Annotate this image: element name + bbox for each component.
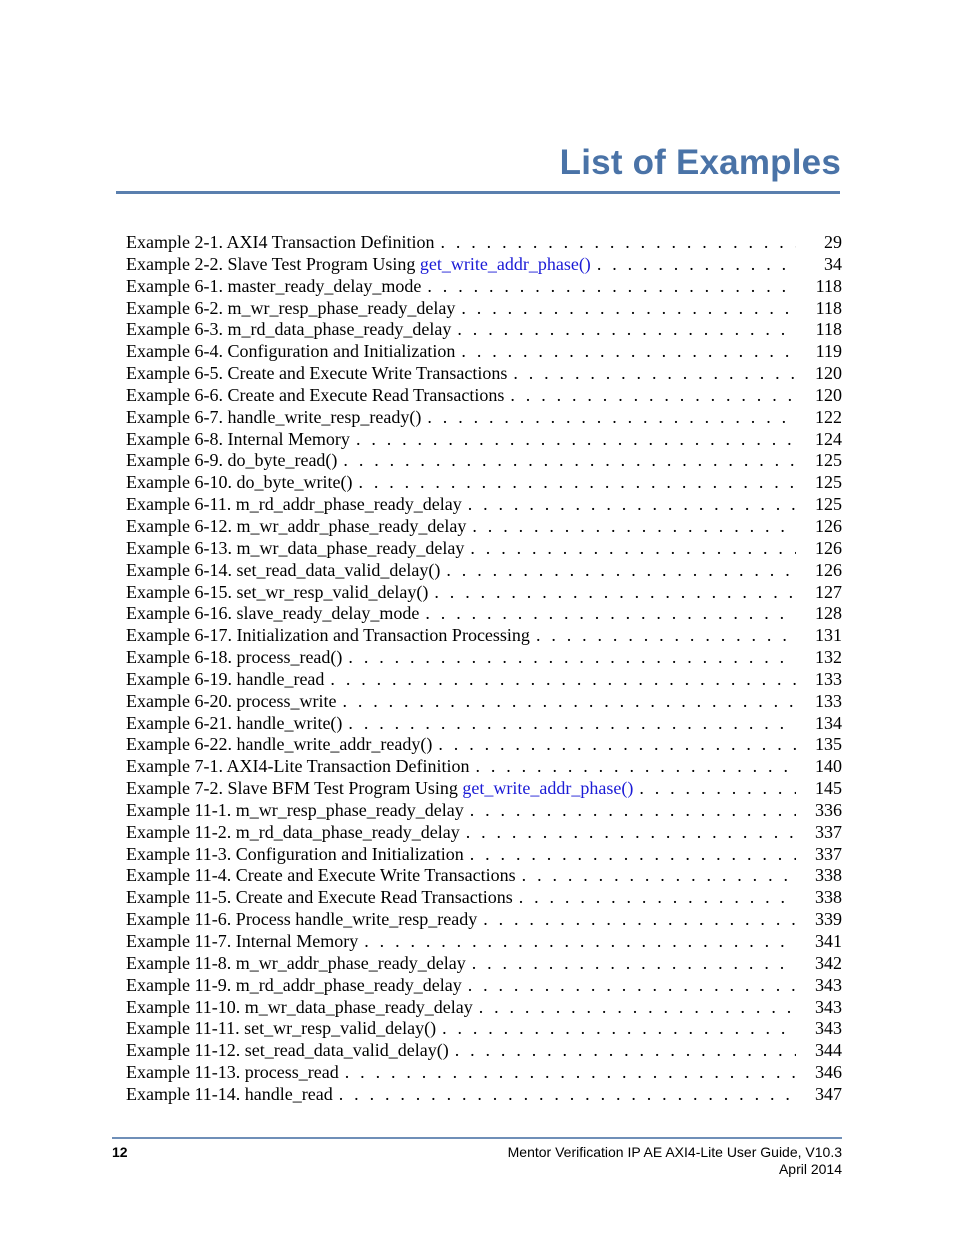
toc-entry-title xyxy=(126,472,352,494)
dot-leader xyxy=(358,472,796,494)
toc-entry-label: Example 6-7. handle_write_resp_ready() xyxy=(126,406,422,427)
toc-entry-label: Example 7-1. AXI4-Lite Transaction Definition xyxy=(126,756,470,777)
toc-entry[interactable] xyxy=(126,276,842,298)
toc-entry[interactable] xyxy=(126,232,842,254)
toc-entry-title xyxy=(126,756,469,778)
page-title: List of Examples xyxy=(559,143,841,182)
toc-entry-page-number[interactable]: 126 xyxy=(815,537,842,558)
toc-entry[interactable] xyxy=(126,538,842,560)
toc-entry[interactable] xyxy=(126,1062,842,1084)
toc-entry-page-number[interactable]: 126 xyxy=(815,559,842,580)
toc-entry-page-number[interactable]: 341 xyxy=(815,931,842,951)
dot-leader xyxy=(348,713,796,735)
dot-leader xyxy=(522,865,796,887)
toc-entry[interactable] xyxy=(126,647,842,669)
toc-entry-label: Example 6-16. slave_ready_delay_mode xyxy=(126,603,420,624)
toc-entry[interactable] xyxy=(126,844,842,866)
toc-entry-page-number[interactable]: 128 xyxy=(815,603,842,624)
toc-entry-label: Example 6-4. Configuration and Initialization xyxy=(126,341,456,362)
toc-entry-page-number[interactable]: 125 xyxy=(815,494,842,515)
toc-entry-label: Example 11-5. Create and Execute Read Transactions xyxy=(126,887,513,908)
toc-entry-label: Example 6-1. master_ready_delay_mode xyxy=(126,275,422,296)
dot-leader xyxy=(510,385,796,407)
dot-leader xyxy=(438,734,796,756)
dot-leader xyxy=(468,975,796,997)
toc-entry-label: Example 6-21. handle_write() xyxy=(126,712,343,733)
dot-leader xyxy=(470,800,796,822)
dot-leader xyxy=(348,647,796,669)
toc-entry[interactable] xyxy=(126,582,842,604)
toc-entry[interactable] xyxy=(126,450,842,472)
toc-entry-title xyxy=(126,800,464,822)
toc-entry-label: Example 11-9. m_rd_addr_phase_ready_delay xyxy=(126,974,462,995)
toc-entry[interactable] xyxy=(126,669,842,691)
toc-entry-title xyxy=(126,538,464,560)
toc-entry-label: Example 6-17. Initialization and Transaction Processing xyxy=(126,625,530,646)
toc-entry[interactable] xyxy=(126,1018,842,1040)
toc-entry-label: Example 11-6. Process handle_write_resp_ready xyxy=(126,909,478,930)
toc-entry-label: Example 11-2. m_rd_data_phase_ready_delay xyxy=(126,821,460,842)
toc-entry-title xyxy=(126,1018,436,1040)
toc-entry-page-number[interactable]: 132 xyxy=(815,647,842,668)
toc-entry-label: Example 6-22. handle_write_addr_ready() xyxy=(126,734,433,755)
toc-entry-page-number[interactable]: 122 xyxy=(815,406,842,427)
toc-entry[interactable] xyxy=(126,385,842,407)
dot-leader xyxy=(364,931,796,953)
dot-leader xyxy=(330,669,796,691)
toc-entry-label: Example 6-9. do_byte_read() xyxy=(126,450,338,471)
toc-entry[interactable] xyxy=(126,603,842,625)
toc-entry[interactable] xyxy=(126,756,842,778)
toc-entry-page-number[interactable]: 134 xyxy=(815,712,842,733)
dot-leader xyxy=(475,756,796,778)
toc-entry-title xyxy=(126,931,358,953)
dot-leader xyxy=(446,560,796,582)
toc-entry-page-number[interactable]: 133 xyxy=(815,690,842,711)
dot-leader xyxy=(342,691,796,713)
toc-entry-label: Example 6-13. m_wr_data_phase_ready_delay xyxy=(126,537,465,558)
toc-entry[interactable] xyxy=(126,516,842,538)
toc-entry-label: Example 6-15. set_wr_resp_valid_delay() xyxy=(126,581,429,602)
dot-leader xyxy=(442,1018,796,1040)
toc-entry-title xyxy=(126,450,337,472)
toc-entry-label: Example 2-2. Slave Test Program Using xyxy=(126,253,420,274)
toc-entry-page-number[interactable]: 135 xyxy=(815,734,842,755)
toc-entry-title xyxy=(126,560,440,582)
toc-entry[interactable] xyxy=(126,1040,842,1062)
dot-leader xyxy=(536,625,796,647)
toc-entry[interactable] xyxy=(126,734,842,756)
toc-entry-label: Example 11-7. Internal Memory xyxy=(126,931,359,951)
toc-entry[interactable] xyxy=(126,865,842,887)
toc-entry-label: Example 6-6. Create and Execute Read Transactions xyxy=(126,384,505,405)
dot-leader xyxy=(339,1084,796,1106)
dot-leader xyxy=(434,582,796,604)
toc-entry-title xyxy=(126,494,462,516)
toc-entry-page-number[interactable]: 125 xyxy=(815,450,842,471)
toc-entry-title xyxy=(126,844,464,866)
toc-entry-label: Example 2-1. AXI4 Transaction Definition xyxy=(126,232,435,252)
toc-entry[interactable] xyxy=(126,1084,842,1106)
toc-entry-label: Example 6-20. process_write xyxy=(126,690,337,711)
toc-entry[interactable] xyxy=(126,713,842,735)
toc-entry-page-number[interactable]: 347 xyxy=(815,1083,842,1104)
toc-entry-title xyxy=(126,865,516,887)
toc-entry-label: Example 6-14. set_read_data_valid_delay() xyxy=(126,559,441,580)
toc-entry[interactable] xyxy=(126,822,842,844)
toc-entry-title xyxy=(126,298,455,320)
toc-entry-label: Example 6-5. Create and Execute Write Transactions xyxy=(126,363,508,384)
toc-entry-page-number[interactable]: 120 xyxy=(815,384,842,405)
toc-entry-title xyxy=(126,429,350,451)
dot-leader xyxy=(466,822,796,844)
dot-leader xyxy=(468,494,796,516)
toc-entry-page-number[interactable]: 338 xyxy=(815,887,842,908)
toc-entry-title xyxy=(126,887,513,909)
toc-entry[interactable] xyxy=(126,953,842,975)
footer-date: April 2014 xyxy=(778,1161,842,1177)
toc-entry-page-number[interactable]: 118 xyxy=(815,319,842,340)
toc-entry[interactable] xyxy=(126,319,842,341)
toc-entry-label: Example 11-3. Configuration and Initialization xyxy=(126,843,464,864)
toc-entry-title xyxy=(126,647,342,669)
dot-leader xyxy=(461,341,796,363)
toc-entry-title xyxy=(126,407,421,429)
toc-entry[interactable] xyxy=(126,625,842,647)
toc-entry-page-number[interactable]: 133 xyxy=(815,668,842,689)
toc-entry[interactable] xyxy=(126,778,842,800)
toc-entry-title xyxy=(126,734,432,756)
toc-entry-label: Example 6-11. m_rd_addr_phase_ready_delay xyxy=(126,494,462,515)
toc-entry-title xyxy=(126,997,473,1019)
toc-entry-label: Example 11-14. handle_read xyxy=(126,1083,333,1104)
toc-entry[interactable] xyxy=(126,298,842,320)
dot-leader xyxy=(427,407,796,429)
toc-entry-title xyxy=(126,232,434,254)
toc-entry-page-number[interactable]: 120 xyxy=(815,363,842,384)
toc-entry-label: Example 11-11. set_wr_resp_valid_delay() xyxy=(126,1018,437,1039)
dot-leader xyxy=(470,844,796,866)
toc-entry[interactable] xyxy=(126,691,842,713)
toc-entry-title xyxy=(126,1062,339,1084)
toc-entry-title xyxy=(126,582,428,604)
toc-entry-page-number[interactable]: 124 xyxy=(815,428,842,449)
toc-entry-title xyxy=(126,669,324,691)
footer-rule xyxy=(112,1137,842,1139)
toc-entry-title xyxy=(126,625,530,647)
toc-entry-label: Example 11-4. Create and Execute Write Transactions xyxy=(126,865,516,886)
toc-entry-page-number[interactable]: 342 xyxy=(815,952,842,973)
toc-entry-page-number[interactable]: 145 xyxy=(815,778,842,799)
toc-entry-label: Example 6-19. handle_read xyxy=(126,668,325,689)
toc-entry-label: Example 6-12. m_wr_addr_phase_ready_delay xyxy=(126,515,467,536)
toc-entry-label: Example 11-13. process_read xyxy=(126,1062,339,1083)
toc-entry[interactable] xyxy=(126,254,842,276)
toc-entry-title xyxy=(126,1084,333,1106)
toc-entry-title xyxy=(126,319,451,341)
toc-entry[interactable] xyxy=(126,407,842,429)
toc-entry-label: Example 11-8. m_wr_addr_phase_ready_delay xyxy=(126,952,466,973)
toc-entry-label: Example 11-12. set_read_data_valid_delay() xyxy=(126,1040,449,1061)
dot-leader xyxy=(597,254,796,276)
toc-entry-label: Example 11-1. m_wr_resp_phase_ready_delay xyxy=(126,799,464,820)
dot-leader xyxy=(425,603,796,625)
toc-entry-link[interactable]: get_write_addr_phase() xyxy=(462,778,634,799)
dot-leader xyxy=(472,953,796,975)
title-rule xyxy=(116,191,840,194)
toc-entry-page-number[interactable]: 343 xyxy=(815,974,842,995)
dot-leader xyxy=(472,516,796,538)
toc-entry-title xyxy=(126,713,342,735)
toc-entry-page-number[interactable]: 337 xyxy=(815,821,842,842)
toc-entry-label: Example 6-8. Internal Memory xyxy=(126,428,350,449)
toc-entry-page-number[interactable]: 119 xyxy=(815,341,842,362)
dot-leader xyxy=(461,298,796,320)
page-number: 12 xyxy=(112,1144,128,1160)
dot-leader xyxy=(455,1040,796,1062)
toc-entry-label: Example 6-10. do_byte_write() xyxy=(126,472,353,493)
toc-entry-label: Example 6-3. m_rd_data_phase_ready_delay xyxy=(126,319,452,340)
dot-leader xyxy=(639,778,796,800)
dot-leader xyxy=(457,319,796,341)
toc-entry-title xyxy=(126,822,460,844)
toc-entry-title xyxy=(126,1040,449,1062)
toc-entry[interactable] xyxy=(126,800,842,822)
toc-entry-label: Example 6-18. process_read() xyxy=(126,647,343,668)
footer-info xyxy=(508,1144,842,1178)
toc-entry-page-number[interactable]: 131 xyxy=(815,625,842,646)
toc-entry-page-number[interactable]: 338 xyxy=(815,865,842,886)
toc-entry-page-number[interactable]: 125 xyxy=(815,472,842,493)
dot-leader xyxy=(470,538,796,560)
toc-entry-link[interactable]: get_write_addr_phase() xyxy=(419,253,591,274)
toc-entry-page-number[interactable]: 343 xyxy=(815,1018,842,1039)
toc-entry-title xyxy=(126,385,504,407)
toc-entry-label: Example 6-2. m_wr_resp_phase_ready_delay xyxy=(126,297,456,318)
toc-entry-title xyxy=(126,909,477,931)
toc-entry[interactable] xyxy=(126,472,842,494)
toc-entry[interactable] xyxy=(126,429,842,451)
toc-entry-page-number[interactable]: 344 xyxy=(815,1040,842,1061)
toc-entry-page-number[interactable]: 29 xyxy=(824,232,842,252)
toc-entry-page-number[interactable]: 336 xyxy=(815,799,842,820)
toc-entry-label: Example 11-10. m_wr_data_phase_ready_delay xyxy=(126,996,473,1017)
toc-entry-label: Example 7-2. Slave BFM Test Program Using xyxy=(126,778,463,799)
toc-entry-page-number[interactable]: 126 xyxy=(815,515,842,536)
toc-entry[interactable] xyxy=(126,363,842,385)
toc-entry-title xyxy=(126,276,421,298)
dot-leader xyxy=(356,429,796,451)
toc-entry-title xyxy=(126,778,633,800)
toc-entry-title xyxy=(126,516,466,538)
footer-document-title: Mentor Verification IP AE AXI4-Lite User Guide, V10.3 xyxy=(507,1144,842,1160)
dot-leader xyxy=(519,887,796,909)
examples-list xyxy=(126,232,842,1106)
dot-leader xyxy=(427,276,796,298)
toc-entry-page-number[interactable]: 127 xyxy=(815,581,842,602)
toc-entry-page-number[interactable]: 339 xyxy=(815,909,842,930)
toc-entry[interactable] xyxy=(126,560,842,582)
toc-entry-title xyxy=(126,363,507,385)
toc-entry-page-number[interactable]: 346 xyxy=(815,1062,842,1083)
toc-entry-title xyxy=(126,975,462,997)
toc-entry[interactable] xyxy=(126,494,842,516)
toc-entry-title xyxy=(126,254,591,276)
toc-entry[interactable] xyxy=(126,931,842,953)
toc-entry[interactable] xyxy=(126,975,842,997)
dot-leader xyxy=(440,232,796,254)
toc-entry-page-number[interactable]: 337 xyxy=(815,843,842,864)
toc-entry-title xyxy=(126,341,455,363)
dot-leader xyxy=(513,363,796,385)
toc-entry-page-number[interactable]: 118 xyxy=(815,275,842,296)
toc-entry[interactable] xyxy=(126,887,842,909)
dot-leader xyxy=(345,1062,796,1084)
toc-entry-page-number[interactable]: 140 xyxy=(815,756,842,777)
dot-leader xyxy=(483,909,796,931)
toc-entry-title xyxy=(126,603,419,625)
toc-entry[interactable] xyxy=(126,909,842,931)
toc-entry-page-number[interactable]: 34 xyxy=(824,253,842,274)
toc-entry[interactable] xyxy=(126,341,842,363)
toc-entry-title xyxy=(126,691,336,713)
toc-entry-page-number[interactable]: 343 xyxy=(815,996,842,1017)
dot-leader xyxy=(343,450,796,472)
toc-entry[interactable] xyxy=(126,997,842,1019)
toc-entry-page-number[interactable]: 118 xyxy=(815,297,842,318)
dot-leader xyxy=(479,997,796,1019)
toc-entry-title xyxy=(126,953,466,975)
